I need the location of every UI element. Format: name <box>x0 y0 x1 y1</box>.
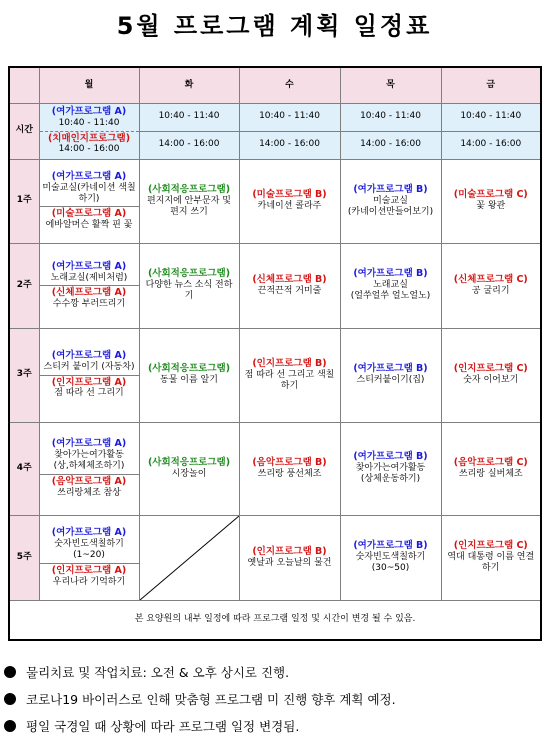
thursday-cell <box>340 243 441 328</box>
note-item <box>4 712 549 739</box>
thursday-cell <box>340 328 441 422</box>
program-title: (여가프로그램 B) <box>353 363 428 375</box>
program-desc: 옛날과 오늘날의 물건 <box>247 557 332 568</box>
day-header-tue: 화 <box>139 67 239 103</box>
time-label: 시간 <box>9 103 39 159</box>
program-desc: 점 따라 선 그리고 색칠하기 <box>244 369 335 391</box>
day-header-wed: 수 <box>239 67 340 103</box>
program-desc: 쓰리랑체조 참상 <box>57 487 121 498</box>
program-title: (인지프로그램 C) <box>453 363 528 375</box>
page-title: 5월 프로그램 계획 일정표 <box>116 12 433 40</box>
program-title: (사회적응프로그램) <box>147 363 231 375</box>
program-desc: 찾아가는여가활동 <box>54 450 124 461</box>
time-fri-am: 10:40 - 11:40 <box>441 103 541 131</box>
program-desc: 쓰리랑 실버체조 <box>458 468 523 479</box>
schedule-table <box>8 66 542 641</box>
week-row-4 <box>9 422 541 515</box>
note-item <box>4 685 549 712</box>
friday-cell <box>441 328 541 422</box>
program-desc: 공 굴리기 <box>471 285 510 296</box>
program-desc: 스티커붙이기(집) <box>356 375 425 386</box>
week-label: 1주 <box>9 159 39 243</box>
note-text: 물리치료 및 작업치료: 오전 & 오후 상시로 진행. <box>26 664 290 680</box>
note-text: 코로나19 바이러스로 인해 맞춤형 프로그램 미 진행 향후 계획 예정. <box>26 691 396 707</box>
program-desc: 스티커 붙이기 (자동차) <box>43 362 135 373</box>
program-desc: 우리나라 기억하기 <box>52 576 126 587</box>
program-title: (미술프로그램 C) <box>453 189 528 201</box>
program-title: (사회적응프로그램) <box>147 456 231 468</box>
program-desc: 쓰리랑 풍선체조 <box>257 468 322 479</box>
monday-time-1: 10:40 - 11:40 <box>58 118 120 129</box>
program-title: (여가프로그램 B) <box>353 183 428 195</box>
note-item <box>4 658 549 685</box>
monday-time-2: 14:00 - 16:00 <box>58 144 120 155</box>
diagonal-slash <box>140 516 239 600</box>
program-title: (인지프로그램 B) <box>252 545 327 557</box>
week-row-1 <box>9 159 541 243</box>
thursday-cell <box>340 422 441 515</box>
program-desc: 시장놀이 <box>171 468 207 479</box>
program-title: (신체프로그램 C) <box>453 273 528 285</box>
program-desc-2: (상체운동하기) <box>360 474 421 485</box>
monday-time-program-2: (치매인지프로그램) <box>47 132 131 144</box>
thursday-cell <box>340 515 441 600</box>
program-desc: 역대 대통령 이름 연결하기 <box>447 552 535 574</box>
bullet-dot-icon <box>4 693 16 705</box>
program-title: (미술프로그램 A) <box>51 208 127 220</box>
monday-cell <box>39 515 139 600</box>
day-header-mon: 월 <box>39 67 139 103</box>
monday-time-program-1: (여가프로그램 A) <box>51 106 127 118</box>
bullet-dot-icon <box>4 666 16 678</box>
program-desc: 숫자빈도색칠하기 <box>355 552 426 563</box>
week-row-3 <box>9 328 541 422</box>
program-desc: 에바알머슨 활짝 핀 꽃 <box>45 220 133 230</box>
note-text: 평일 국경일 때 상황에 따라 프로그램 일정 변경됨. <box>26 718 300 734</box>
notes-list <box>4 658 549 739</box>
week-label: 2주 <box>9 243 39 328</box>
program-desc: 수수깡 부러뜨리기 <box>52 298 126 309</box>
program-desc: 미술교실(카네이션 색칠하기) <box>42 182 136 204</box>
program-desc: 카네이션 콜라주 <box>257 201 322 212</box>
program-title: (음악프로그램 B) <box>252 456 327 468</box>
program-title: (여가프로그램 A) <box>51 350 127 362</box>
program-desc: 꽃 왕관 <box>476 201 506 212</box>
week-row-5 <box>9 515 541 600</box>
time-thu-am: 10:40 - 11:40 <box>340 103 441 131</box>
time-tue-am: 10:40 - 11:40 <box>139 103 239 131</box>
wednesday-cell <box>239 515 340 600</box>
time-fri-pm: 14:00 - 16:00 <box>441 131 541 159</box>
program-title: (여가프로그램 A) <box>51 527 127 539</box>
program-title: (여가프로그램 A) <box>51 260 127 272</box>
time-thu-pm: 14:00 - 16:00 <box>340 131 441 159</box>
corner-cell <box>9 67 39 103</box>
program-desc: 동물 이름 알기 <box>160 375 218 386</box>
program-title: (여가프로그램 B) <box>353 268 428 280</box>
time-tue-pm: 14:00 - 16:00 <box>139 131 239 159</box>
time-row-morning <box>9 103 541 131</box>
day-header-thu: 목 <box>340 67 441 103</box>
monday-cell <box>39 159 139 243</box>
time-wed-am: 10:40 - 11:40 <box>239 103 340 131</box>
footer-note-row <box>9 600 541 640</box>
tuesday-cell <box>139 159 239 243</box>
tuesday-cell-empty <box>139 515 239 600</box>
week-label: 5주 <box>9 515 39 600</box>
wednesday-cell <box>239 328 340 422</box>
tuesday-cell <box>139 422 239 515</box>
program-desc-2: (상,하체체조하기) <box>53 461 125 472</box>
week-label: 4주 <box>9 422 39 515</box>
program-title: (인지프로그램 A) <box>51 564 127 576</box>
monday-cell <box>39 328 139 422</box>
program-desc-2: (30~50) <box>371 563 410 574</box>
monday-cell <box>39 422 139 515</box>
wednesday-cell <box>239 159 340 243</box>
wednesday-cell <box>239 422 340 515</box>
program-desc: 편지지에 안부문자 및 편지 쓰기 <box>147 195 231 217</box>
program-title: (미술프로그램 B) <box>252 189 327 201</box>
tuesday-cell <box>139 328 239 422</box>
friday-cell <box>441 243 541 328</box>
program-title: (여가프로그램 B) <box>353 451 428 463</box>
program-desc: 다양한 뉴스 소식 전하기 <box>145 280 233 302</box>
program-desc: 노래교실(제비처럼) <box>50 272 128 283</box>
program-title: (사회적응프로그램) <box>147 183 231 195</box>
program-desc: 노래교실 <box>373 280 408 291</box>
thursday-cell <box>340 159 441 243</box>
program-title: (여가프로그램 A) <box>51 438 127 450</box>
monday-cell <box>39 243 139 328</box>
day-header-row <box>9 67 541 103</box>
time-wed-pm: 14:00 - 16:00 <box>239 131 340 159</box>
wednesday-cell <box>239 243 340 328</box>
program-title: (여가프로그램 B) <box>353 540 428 552</box>
program-desc: 점 따라 선 그리기 <box>54 388 124 399</box>
monday-time-cell <box>39 103 139 159</box>
program-title: (음악프로그램 C) <box>453 456 528 468</box>
program-desc: 숫자빈도색칠하기(1~20) <box>54 539 124 561</box>
program-desc-2: (얼쑤얼쑤 얼노얼노) <box>350 291 431 302</box>
program-title: (신체프로그램 B) <box>252 273 327 285</box>
friday-cell <box>441 159 541 243</box>
program-title: (인지프로그램 B) <box>252 357 327 369</box>
tuesday-cell <box>139 243 239 328</box>
week-row-2 <box>9 243 541 328</box>
bullet-dot-icon <box>4 720 16 732</box>
program-title: (음악프로그램 A) <box>51 475 127 487</box>
friday-cell <box>441 422 541 515</box>
program-title: (인지프로그램 A) <box>51 376 127 388</box>
friday-cell <box>441 515 541 600</box>
day-header-fri: 금 <box>441 67 541 103</box>
program-title: (여가프로그램 A) <box>51 170 127 182</box>
program-title: (신체프로그램 A) <box>51 287 127 298</box>
program-desc: 미술교실 <box>373 195 408 206</box>
program-title: (사회적응프로그램) <box>147 268 231 280</box>
program-desc: 숫자 이어보기 <box>463 375 519 386</box>
program-desc: 끈적끈적 거미줄 <box>257 285 322 296</box>
program-desc-2: (카네이션만들어보기) <box>347 206 434 217</box>
week-label: 3주 <box>9 328 39 422</box>
footer-note: 본 요양원의 내부 일정에 따라 프로그램 일정 및 시간이 변경 될 수 있음. <box>9 600 541 640</box>
program-title: (인지프로그램 C) <box>453 540 528 552</box>
program-desc: 찾아가는여가활동 <box>355 463 426 474</box>
